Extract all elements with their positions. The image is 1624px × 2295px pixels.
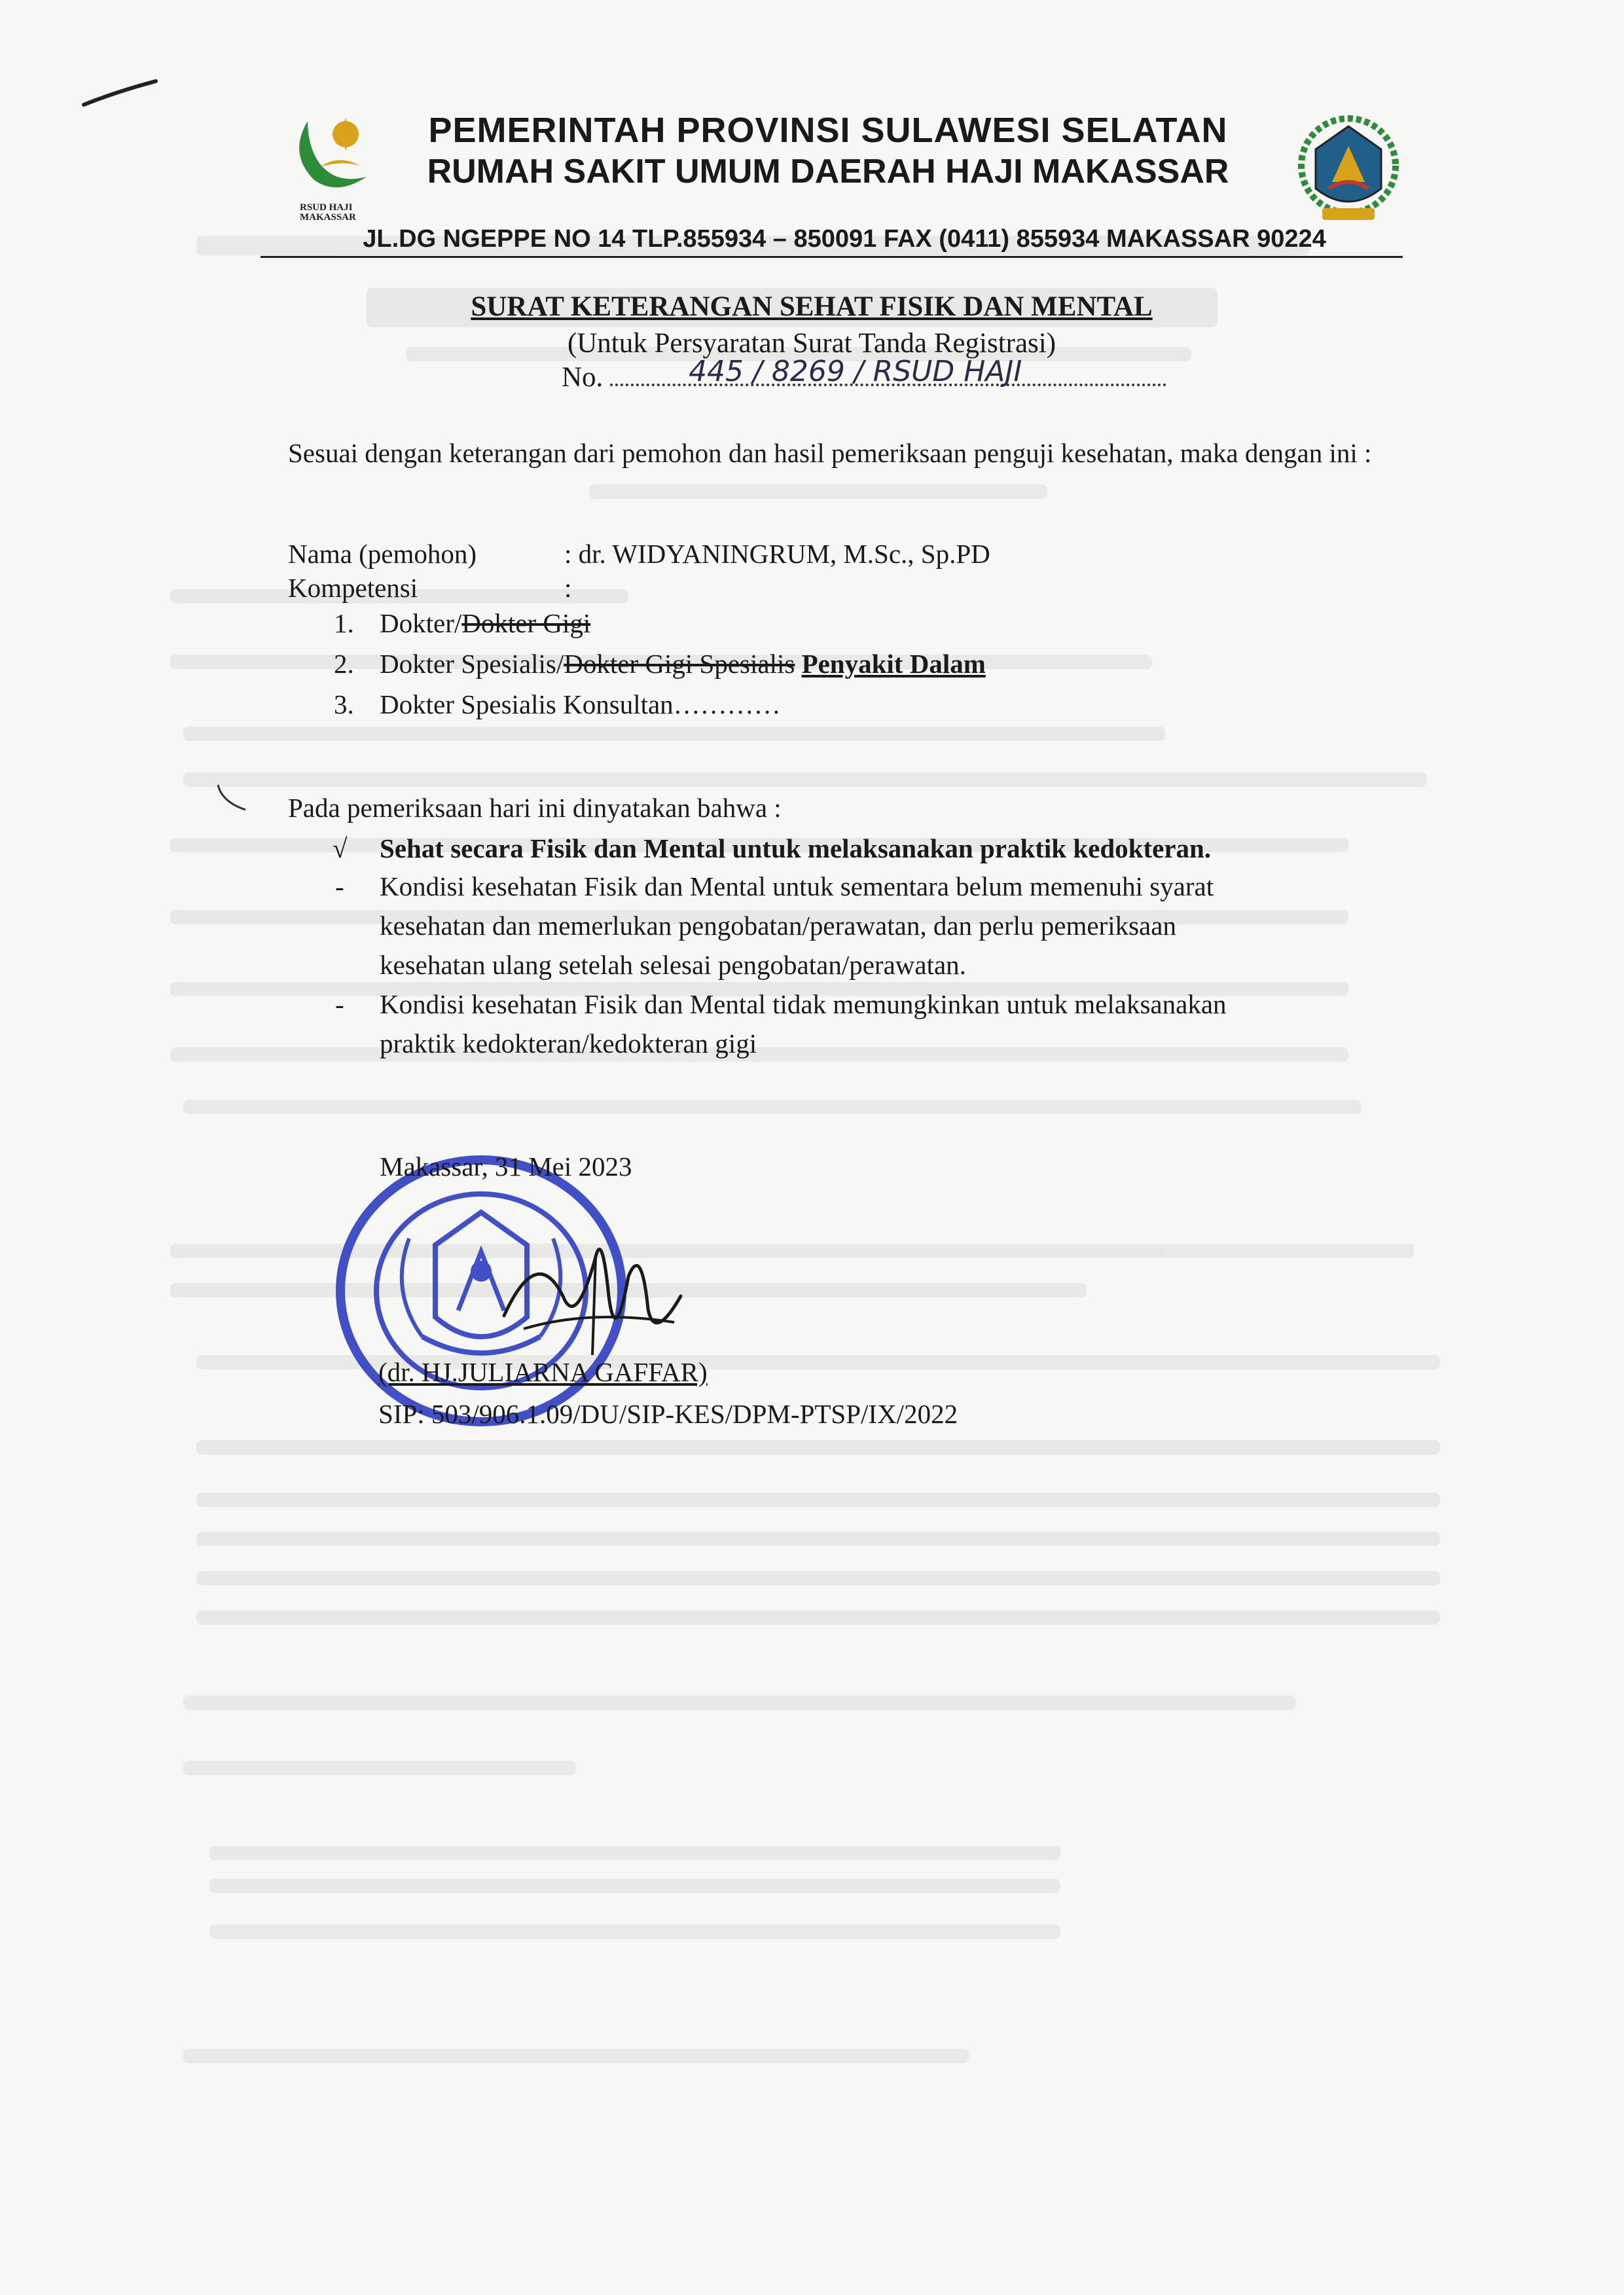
number-dotted-line [610,355,1166,388]
logo-caption: RSUD HAJI MAKASSAR [300,202,356,223]
check-mark-icon: √ [333,833,348,863]
dash-bullet: - [335,871,344,901]
result-line: Kondisi kesehatan Fisik dan Mental tidak memungkinkan untuk melaksanakan [380,989,1227,1019]
document-title: SURAT KETERANGAN SEHAT FISIK DAN MENTAL [471,291,1153,322]
competence-item [380,607,590,639]
result-line: Kondisi kesehatan Fisik dan Mental untuk sementara belum memenuhi syarat [380,871,1214,901]
document-subtitle: (Untuk Persyaratan Surat Tanda Registrasi) [567,328,1056,359]
competence-item [380,689,781,720]
result-line: praktik kedokteran/kedokteran gigi [380,1028,757,1058]
competence-text: Dokter/ [380,608,462,638]
result-line: Sehat secara Fisik dan Mental untuk melaksanakan praktik kedokteran. [380,833,1212,863]
signatory-license: SIP: 503/906.1.09/DU/SIP-KES/DPM-PTSP/IX/2022 [378,1399,958,1429]
applicant-name-label: Nama (pemohon) [288,539,477,569]
result-line: kesehatan ulang setelah selesai pengobatan/perawatan. [380,950,966,980]
header-address: JL.DG NGEPPE NO 14 TLP.855934 – 850091 FAX (0411) 855934 MAKASSAR 90224 [363,225,1326,253]
competence-struck-text: Dokter Gigi Spesialis [564,649,795,679]
provincial-emblem [1293,110,1404,231]
competence-number: 3. [334,689,354,719]
competence-specialty: Penyakit Dalam [801,649,986,679]
competence-item [380,648,986,679]
pen-mark [77,72,162,111]
result-line: kesehatan dan memerlukan pengobatan/perawatan, dan perlu pemeriksaan [380,911,1176,941]
competence-number: 2. [334,649,354,679]
header-divider [261,256,1403,258]
exam-intro: Pada pemeriksaan hari ini dinyatakan bahwa : [288,793,782,823]
competence-struck-text: Dokter Gigi [461,608,591,638]
competence-text: Dokter Spesialis Konsultan………… [380,689,781,719]
intro-paragraph: Sesuai dengan keterangan dari pemohon dan hasil pemeriksaan penguji kesehatan, maka dengan ini : [288,438,1372,468]
margin-tick [213,782,252,815]
header-hospital: RUMAH SAKIT UMUM DAERAH HAJI MAKASSAR [427,153,1229,190]
competence-label: Kompetensi [288,573,418,603]
applicant-name-value: : dr. WIDYANINGRUM, M.Sc., Sp.PD [564,539,990,569]
competence-colon: : [564,573,572,603]
competence-text: Dokter Spesialis/ [380,649,564,679]
handwritten-signature [484,1218,694,1368]
document-number [562,355,1166,393]
signature-place-date: Makassar, 31 Mei 2023 [380,1151,632,1182]
header-government: PEMERINTAH PROVINSI SULAWESI SELATAN [428,111,1228,150]
signatory-name: (dr. HJ.JULIARNA GAFFAR) [378,1357,708,1387]
dash-bullet: - [335,989,344,1019]
competence-number: 1. [334,608,354,638]
number-handwritten: 445 / 8269 / RSUD HAJI [689,355,1022,388]
number-label: No. [562,362,604,393]
